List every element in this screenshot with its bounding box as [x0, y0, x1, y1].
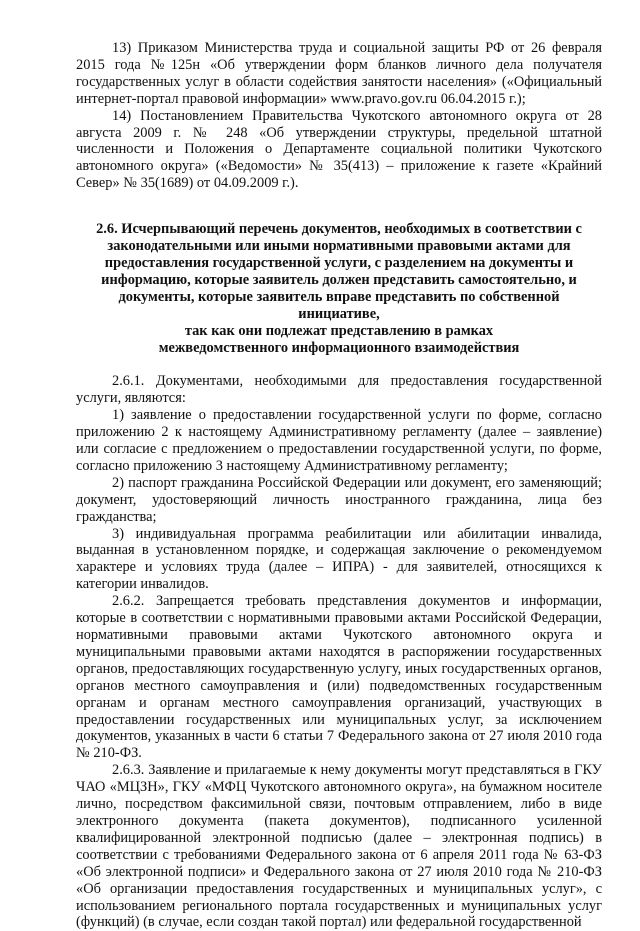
section-body — [76, 373, 602, 931]
paragraph-2-6-1: 2.6.1. Документами, необходимыми для предоставления государственной услуги, являются: — [76, 373, 602, 407]
heading-line: 2.6. Исчерпывающий перечень документов, необходимых в соответствии с — [96, 221, 582, 238]
heading-line: предоставления государственной услуги, с разделением на документы и — [104, 254, 574, 271]
heading-line: межведомственного информационного взаимодействия — [158, 339, 520, 356]
paragraph-item-3: 3) индивидуальная программа реабилитации или абилитации инвалида, выданная в установленном порядке, и содержащая заключение о рекомендуемом характере и условиях труда (далее – ИПРА) - для заявителей, относящихся к категории инвалидов. — [76, 525, 602, 593]
paragraph-item-1: 1) заявление о предоставлении государственной услуги по форме, согласно приложению 2 к настоящему Административному регламенту (далее – заявление) или согласие с предложением о предоставлении государственной услуги, по форме, согласно приложению 3 настоящему Административному регламенту; — [76, 407, 602, 474]
paragraph-item-2: 2) паспорт гражданина Российской Федерации или документ, его заменяющий; документ, удостоверяющий личность иностранного гражданина, лица без гражданства; — [76, 474, 602, 525]
legal-acts-list — [76, 40, 602, 192]
heading-line: документы, которые заявитель вправе представить по собственной инициативе, — [118, 288, 560, 322]
heading-line: законодательными или иными нормативными правовыми актами для — [107, 238, 571, 255]
heading-line: информацию, которые заявитель должен представить самостоятельно, и — [101, 271, 577, 288]
paragraph-2-6-2: 2.6.2. Запрещается требовать представления документов и информации, которые в соответствии с нормативными правовыми актами Российской Федерации, нормативными правовыми актами Чукотского автономного округа и муниципальными правовыми актами находятся в распоряжении государственных органов, предоставляющих государственную услугу, иных государственных органов, органов местного самоуправления и (или) подведомственных государственным органам и органам местного самоуправления организаций, участвующих в предоставлении государственных или муниципальных услуг, за исключением документов, указанных в части 6 статьи 7 Федерального закона от 27 июля 2010 года № 210-ФЗ. — [76, 593, 602, 762]
paragraph-2-6-3: 2.6.3. Заявление и прилагаемые к нему документы могут представляться в ГКУ ЧАО «МЦЗН», ГКУ «МФЦ Чукотского автономного округа», на бумажном носителе лично, посредством факсимильной связи, почтовым отправлением, либо в виде электронного документа (пакета документов), подписанного усиленной квалифицированной электронной подписью (далее – электронная подпись) в соответствии с требованиями Федерального закона от 6 апреля 2011 года № 63-ФЗ «Об электронной подписи» и Федерального закона от 27 июля 2010 года № 210-ФЗ «Об организации предоставления государственных и муниципальных услуг», с использованием регионального портала государственных и муниципальных услуг (функций) (в случае, если создан такой портал) или федеральной государственной — [76, 762, 602, 931]
section-heading-2-6 — [76, 221, 602, 356]
list-item-14: 14) Постановлением Правительства Чукотского автономного округа от 28 августа 2009 г. № 248 «Об утверждении структуры, предельной штатной численности и Положения о Департаменте социальной политики Чукотского автономного округа» («Ведомости» № 35(413) – приложение к газете «Крайний Север» № 35(1689) от 04.09.2009 г.). — [76, 107, 602, 192]
heading-line: так как они подлежат представлению в рамках — [184, 322, 494, 339]
list-item-13: 13) Приказом Министерства труда и социальной защиты РФ от 26 февраля 2015 года №125н «Об утверждении форм бланков личного дела получателя государственных услуг в области содействия занятости населения» («Официальный интернет-портал правовой информации» www.pravo.gov.ru 06.04.2015 г.); — [76, 40, 602, 107]
